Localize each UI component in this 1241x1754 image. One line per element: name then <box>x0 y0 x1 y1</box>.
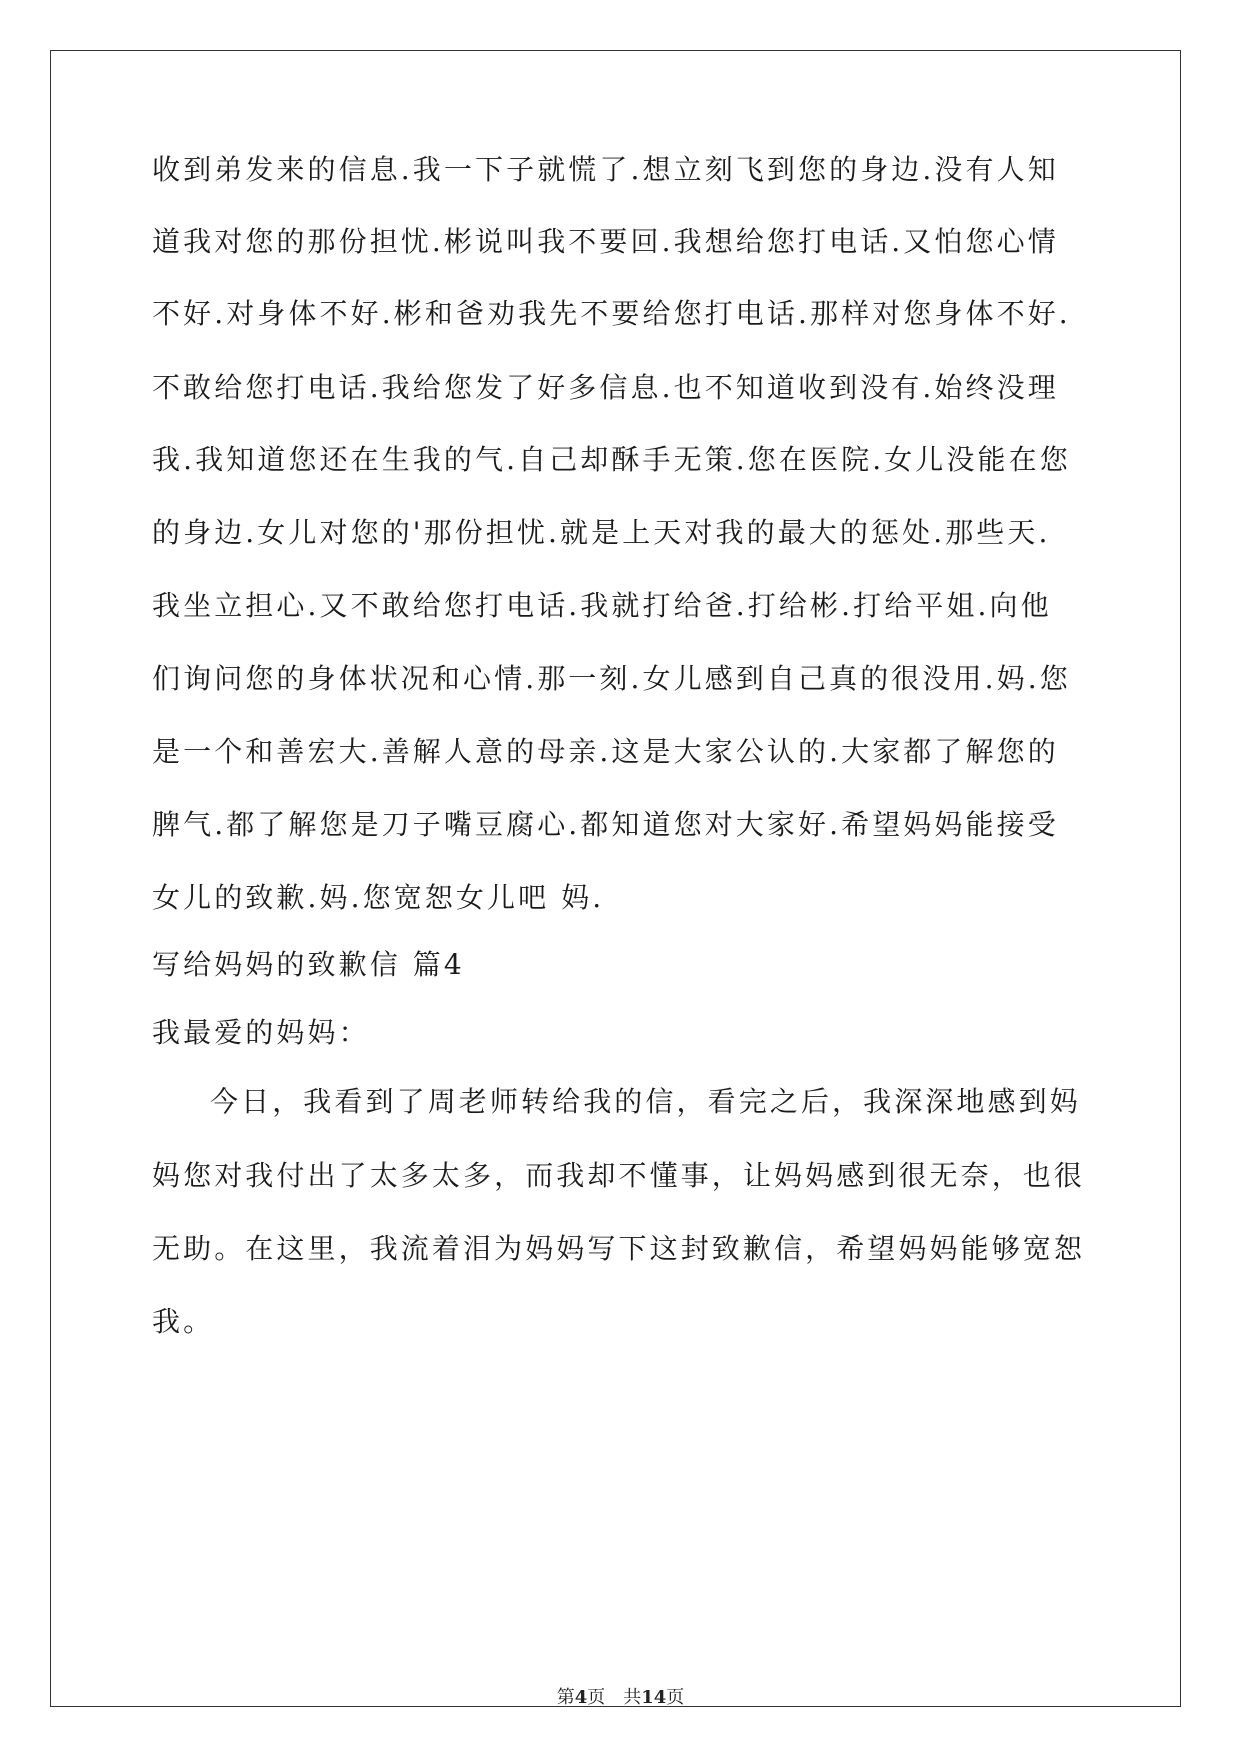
footer-total-pages: 14 <box>641 1687 667 1708</box>
salutation: 我最爱的妈妈： <box>152 1016 370 1049</box>
body-text-line: 道我对您的那份担忧.彬说叫我不要回.我想给您打电话.又怕您心情 <box>152 225 1059 258</box>
body-text-line: 的身边.女儿对您的'那份担忧.就是上天对我的最大的惩处.那些天. <box>152 516 1051 549</box>
body-text-line: 无助。在这里，我流着泪为妈妈写下这封致歉信，希望妈妈能够宽恕 <box>152 1232 1086 1265</box>
footer-page-number: 4 <box>574 1687 588 1708</box>
footer-total-prefix: 共 <box>623 1687 642 1708</box>
body-text-line: 是一个和善宏大.善解人意的母亲.这是大家公认的.大家都了解您的 <box>152 735 1059 768</box>
page-footer <box>0 1686 1241 1710</box>
footer-page-suffix: 页 <box>587 1687 606 1708</box>
section-heading: 写给妈妈的致歉信 篇4 <box>152 948 465 981</box>
body-text-line: 收到弟发来的信息.我一下子就慌了.想立刻飞到您的身边.没有人知 <box>152 153 1059 186</box>
body-text-line: 妈您对我付出了太多太多，而我却不懂事，让妈妈感到很无奈，也很 <box>152 1159 1086 1192</box>
body-text-line: 们询问您的身体状况和心情.那一刻.女儿感到自己真的很没用.妈.您 <box>152 662 1071 695</box>
footer-total-suffix: 页 <box>666 1687 685 1708</box>
body-text-line: 我.我知道您还在生我的气.自己却酥手无策.您在医院.女儿没能在您 <box>152 443 1071 476</box>
body-text-line: 不好.对身体不好.彬和爸劝我先不要给您打电话.那样对您身体不好. <box>152 297 1071 330</box>
body-text-line: 不敢给您打电话.我给您发了好多信息.也不知道收到没有.始终没理 <box>152 371 1059 404</box>
body-text-line: 我。 <box>152 1305 215 1338</box>
body-text-line: 今日，我看到了周老师转给我的信，看完之后，我深深地感到妈 <box>210 1085 1081 1118</box>
body-text-line: 女儿的致歉.妈.您宽恕女儿吧 妈. <box>152 881 605 914</box>
body-text-line: 我坐立担心.又不敢给您打电话.我就打给爸.打给彬.打给平姐.向他 <box>152 589 1052 622</box>
body-text-line: 脾气.都了解您是刀子嘴豆腐心.都知道您对大家好.希望妈妈能接受 <box>152 808 1059 841</box>
footer-page-prefix: 第 <box>556 1687 575 1708</box>
